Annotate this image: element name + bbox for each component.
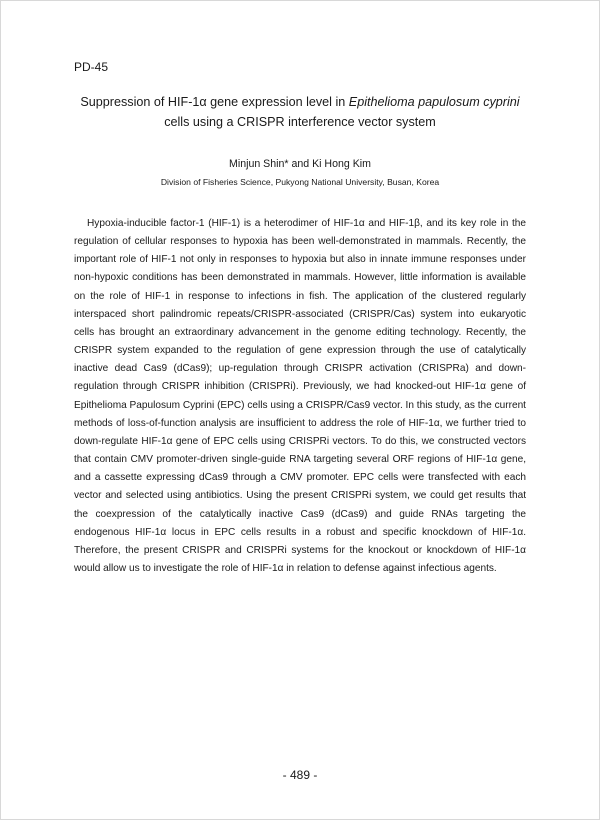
affiliation: Division of Fisheries Science, Pukyong National University, Busan, Korea xyxy=(160,177,440,187)
title-line-2: cells using a CRISPR interference vector system xyxy=(164,115,436,129)
title-species: Epithelioma papulosum cyprini xyxy=(348,95,520,109)
title-text: Suppression of HIF-1α gene expression level in xyxy=(80,95,349,109)
authors: Minjun Shin* and Ki Hong Kim xyxy=(229,158,371,170)
abstract-body: Hypoxia-inducible factor-1 (HIF-1) is a heterodimer of HIF-1α and HIF-1β, and its key role in the regulation of cellular responses to hypoxia has been well-demonstrated in mammals. Recently, the important role of HIF-1 not only in responses to hypoxia but also in innate immune responses under non-hypoxic conditions has been demonstrated in mammals. However, little information is available on the role of HIF-1 in response to infections in fish. The application of the clustered regularly interspaced short palindromic repeats/CRISPR-associated (CRISPR/Cas) system into eukaryotic cells has brought an extraordinary advancement in the genome editing technology. Recently, the CRISPR system expanded to the regulation of gene expression through the use of catalytically inactive dead Cas9 (dCas9); up-regulation through CRISPR activation (CRISPRa) and down-regulation through CRISPR inhibition (CRISPRi). Previously, we had knocked-out HIF-1α gene of Epithelioma Papulosum Cyprini (EPC) cells using a CRISPR/Cas9 vector. In this study, as the current methods of loss-of-function analysis are insufficient to address the role of HIF-1α, we further tried to down-regulate HIF-1α gene of EPC cells using CRISPRi vectors. To do this, we constructed vectors that contain CMV promoter-driven single-guide RNA targeting several ORF regions of HIF-1α gene, and a cassette expressing dCas9 through a CMV promoter. EPC cells were transfected with each vector and selected using antibiotics. Using the present CRISPRi system, we could get results that the coexpression of the catalytically inactive Cas9 (dCas9) and guide RNAs targeting the endogenous HIF-1α locus in EPC cells results in a robust and specific knockdown of HIF-1α. Therefore, the present CRISPR and CRISPRi systems for the knockout or knockdown of HIF-1α would allow us to investigate the role of HIF-1α in relation to defense against infectious agents. xyxy=(74,218,526,574)
abstract-code: PD-45 xyxy=(74,60,109,74)
paper-title xyxy=(60,92,540,132)
page-number: - 489 - xyxy=(282,768,318,782)
